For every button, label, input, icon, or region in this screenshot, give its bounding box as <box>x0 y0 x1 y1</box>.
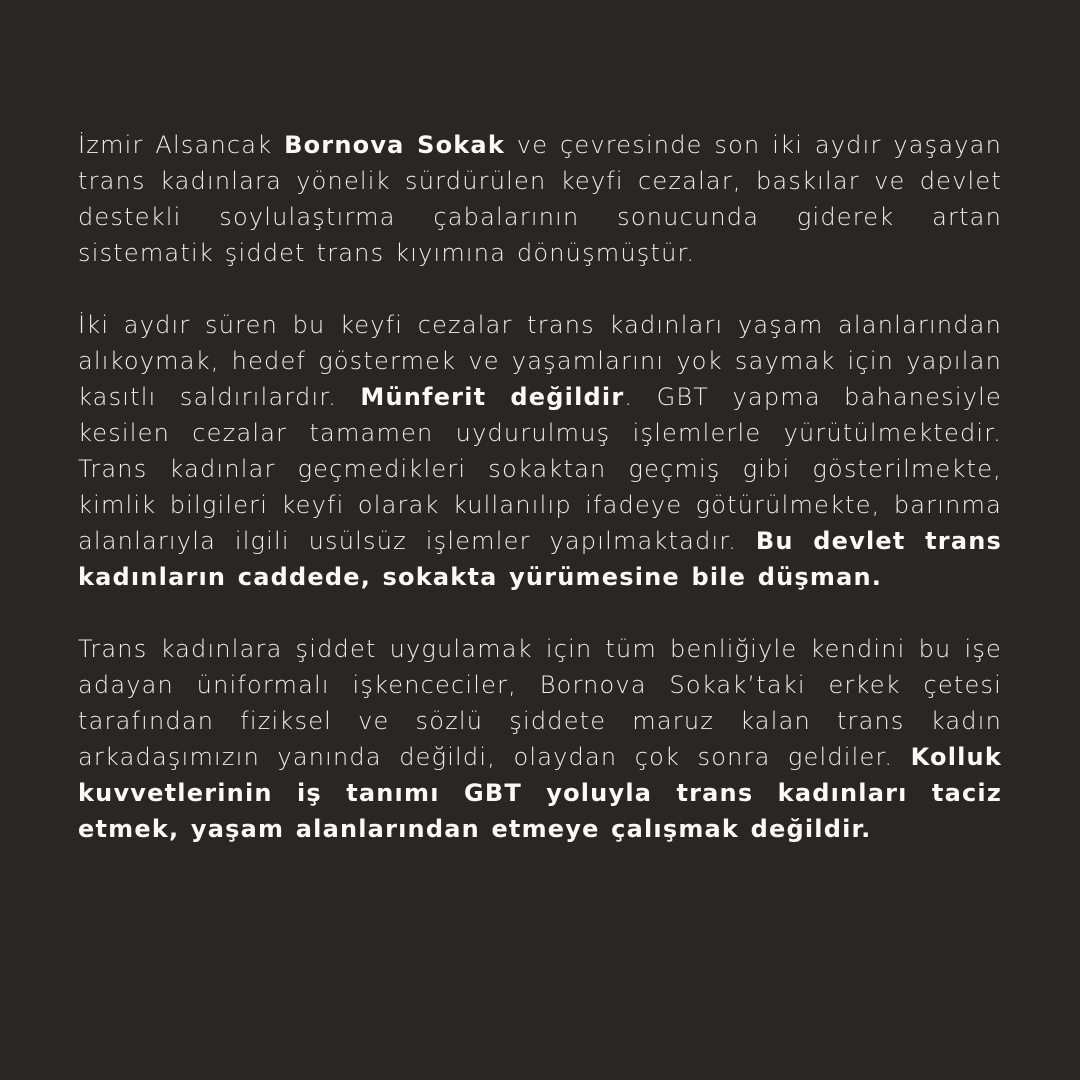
paragraph-1 <box>78 127 1002 271</box>
paragraph-2-text-2: . GBT yapma bahanesiyle kesilen cezalar tamamen uydurulmuş işlemlerle yürütülmektedir. Trans kadınlar geçmedikleri sokaktan geçmiş gibi gösterilmekte, kimlik bilgileri keyfi olarak kullanılıp ifadeye götürülmekte, barınma alanlarıyla ilgili usülsüz işlemler yapılmaktadır. <box>78 383 1002 555</box>
paragraph-2-bold-2: Bu devlet trans kadınların caddede, sokakta yürümesine bile düşman. <box>78 527 1002 591</box>
paragraph-3-text-1: Trans kadınlara şiddet uygulamak için tüm benliğiyle kendini bu işe adayan üniformalı işkenceciler, Bornova Sokak’taki erkek çetesi tarafından fiziksel ve sözlü şiddete maruz kalan trans kadın arkadaşımızın yanında değildi, olaydan çok sonra geldiler. <box>78 635 1002 771</box>
paragraph-3 <box>78 631 1002 847</box>
paragraph-2-bold-1: Münferit değildir <box>360 383 625 411</box>
paragraph-1-text-1: İzmir Alsancak <box>78 131 285 159</box>
paragraph-2-text-1: İki aydır süren bu keyfi cezalar trans kadınları yaşam alanlarından alıkoymak, hedef göstermek ve yaşamlarını yok saymak için yapılan kasıtlı saldırılardır. <box>78 311 1002 411</box>
paragraph-1-text-2: ve çevresinde son iki aydır yaşayan trans kadınlara yönelik sürdürülen keyfi cezalar, baskılar ve devlet destekli soylulaştırma çabalarının sonucunda giderek artan sistematik şiddet trans kıyımına dönüşmüştür. <box>78 131 1002 267</box>
paragraph-1-bold-1: Bornova Sokak <box>284 131 505 159</box>
paragraph-3-bold-1: Kolluk kuvvetlerinin iş tanımı GBT yoluyla trans kadınları taciz etmek, yaşam alanlarından etmeye çalışmak değildir. <box>78 743 1002 843</box>
paragraph-2 <box>78 307 1002 595</box>
